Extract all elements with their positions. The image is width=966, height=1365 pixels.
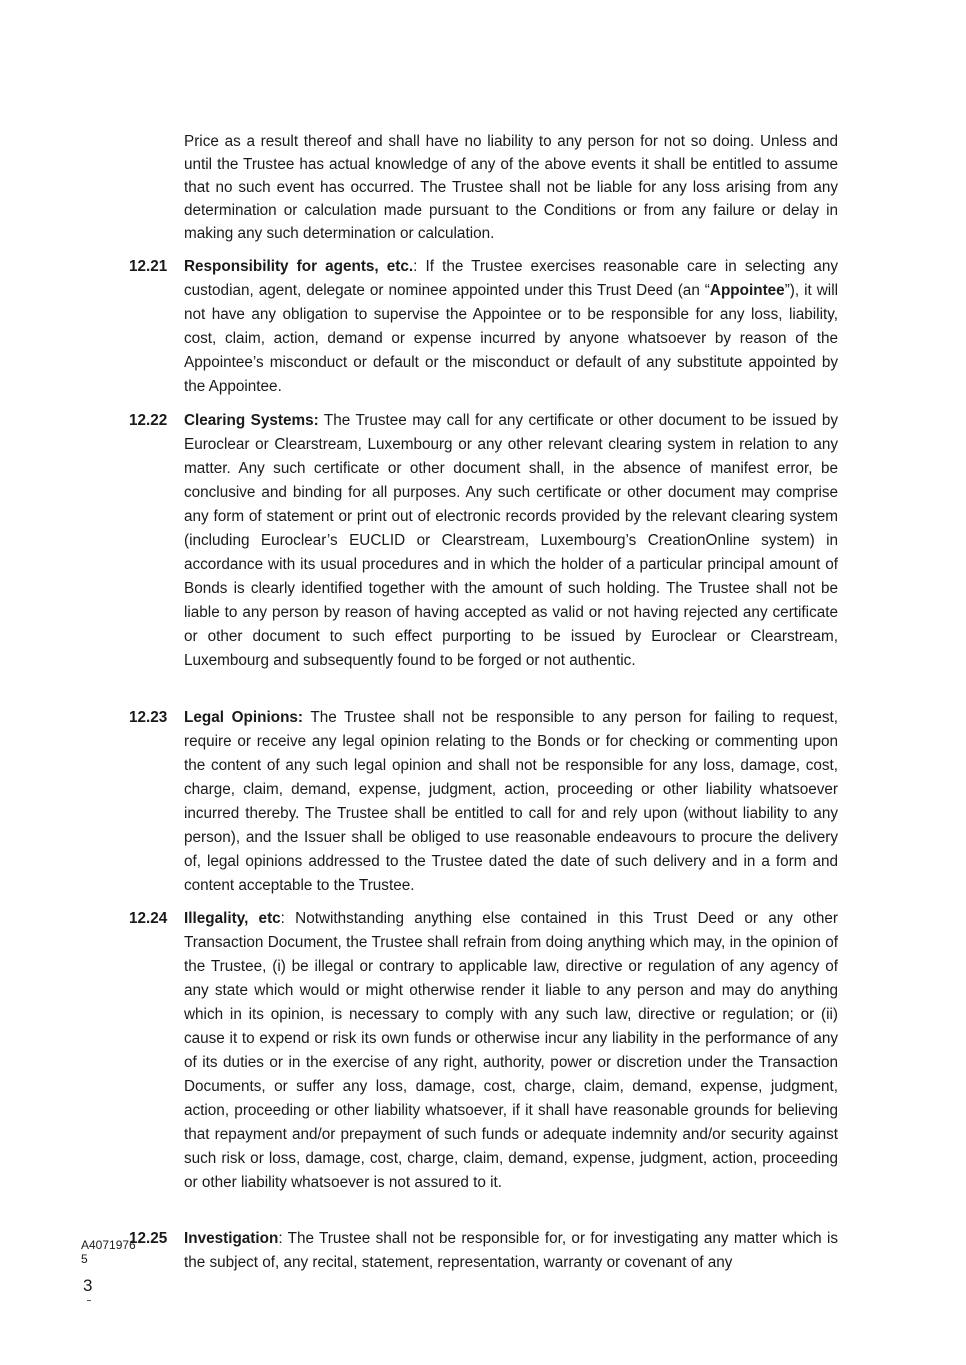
clause-heading: Investigation [184,1230,279,1247]
clause-number: 12.21 [129,258,168,275]
clause-number: 12.22 [129,412,168,429]
clause-text: The Trustee may call for any certificate or other document to be issued by Euroclear or Clearstream, Luxembourg or any other relevant clearing system in relation to any matter. Any such certificate or other document shall, in the absence of manifest error, be conclusive and binding for all purposes. Any such certificate or other document may comprise any form of statement or print out of electronic records provided by the relevant clearing system (including Euroclear’s EUCLID or Clearstream, Luxembourg’s CreationOnline system) in accordance with its usual procedures and in which the holder of a particular principal amount of Bonds is clearly identified together with the amount of such holding. The Trustee shall not be liable to any person by reason of having accepted as valid or not having rejected any certificate or other document to such effect purporting to be issued by Euroclear or Clearstream, Luxembourg and subsequently found to be forged or not authentic. [184,412,838,669]
clause-text: The Trustee shall not be responsible to any person for failing to request, require or receive any legal opinion relating to the Bonds or for checking or commenting upon the content of any such legal opinion and shall not be responsible for any loss, damage, cost, charge, claim, demand, expense, judgment, action, proceeding or other liability whatsoever incurred thereby. The Trustee shall be entitled to call for and rely upon (without liability to any person), and the Issuer shall be obliged to use reasonable endeavours to procure the delivery of, legal opinions addressed to the Trustee dated the date of such delivery and in a form and content acceptable to the Trustee. [184,709,838,894]
clause-text: : The Trustee shall not be responsible for, or for investigating any matter which is the subject of, any recital, statement, representation, warranty or covenant of any [184,1230,838,1271]
clause-12-23 [129,706,838,898]
clause-number: 12.25 [129,1230,168,1247]
clause-12-21 [129,255,838,399]
clause-heading: Clearing Systems: [184,412,319,429]
clause-12-24 [129,907,838,1195]
page-number-mark [87,1300,91,1301]
clause-body [184,907,838,1195]
clause-number: 12.24 [129,910,168,927]
clause-body [184,409,838,673]
clause-body [184,255,838,399]
clause-body [184,706,838,898]
continued-paragraph: Price as a result thereof and shall have no liability to any person for not so doing. Unless and until the Trustee has actual knowledge of any of the above events it shall be entitled to assume that no such event has occurred. The Trustee shall not be liable for any loss arising from any determination or calculation made pursuant to the Conditions or from any failure or delay in making any such determination or calculation. [184,133,838,242]
clause-text: : If the Trustee exercises reasonable care in selecting any custodian, agent, delegate or nominee appointed under this Trust Deed (an “ [184,258,839,299]
clause-text: : Notwithstanding anything else contained in this Trust Deed or any other Transaction Document, the Trustee shall refrain from doing anything which may, in the opinion of the Trustee, (i) be illegal or contrary to applicable law, directive or regulation of any agency of any state which would or might otherwise render it liable to any person and may do anything which in its opinion, is necessary to comply with any such law, directive or regulation; or (ii) cause it to expend or risk its own funds or otherwise incur any liability in the performance of any of its duties or in the exercise of any right, authority, power or discretion under the Transaction Documents, or suffer any loss, damage, cost, charge, claim, demand, expense, judgment, action, proceeding or other liability whatsoever, if it shall have reasonable grounds for believing that repayment and/or prepayment of such funds or adequate indemnity and/or security against such risk or loss, damage, cost, charge, claim, demand, expense, judgment, action, proceeding or other liability whatsoever is not assured to it. [184,910,838,1191]
document-reference: A40719765 [81,1238,136,1266]
clause-12-22 [129,409,838,673]
clause-number: 12.23 [129,709,168,726]
clause-heading: Legal Opinions: [184,709,304,726]
clause-body [184,1227,838,1275]
page-number: 3 [83,1276,93,1295]
defined-term: Appointee [709,282,785,299]
clause-12-25 [129,1227,838,1275]
clause-text: ”), it will not have any obligation to supervise the Appointee or to be responsible for any loss, liability, cost, claim, action, demand or expense incurred by anyone whatsoever by reason of the Appointee’s misconduct or default or the misconduct or default of any substitute appointed by the Appointee. [184,282,838,395]
clause-heading: Responsibility for agents, etc. [184,258,414,275]
clause-heading: Illegality, etc [184,910,281,927]
